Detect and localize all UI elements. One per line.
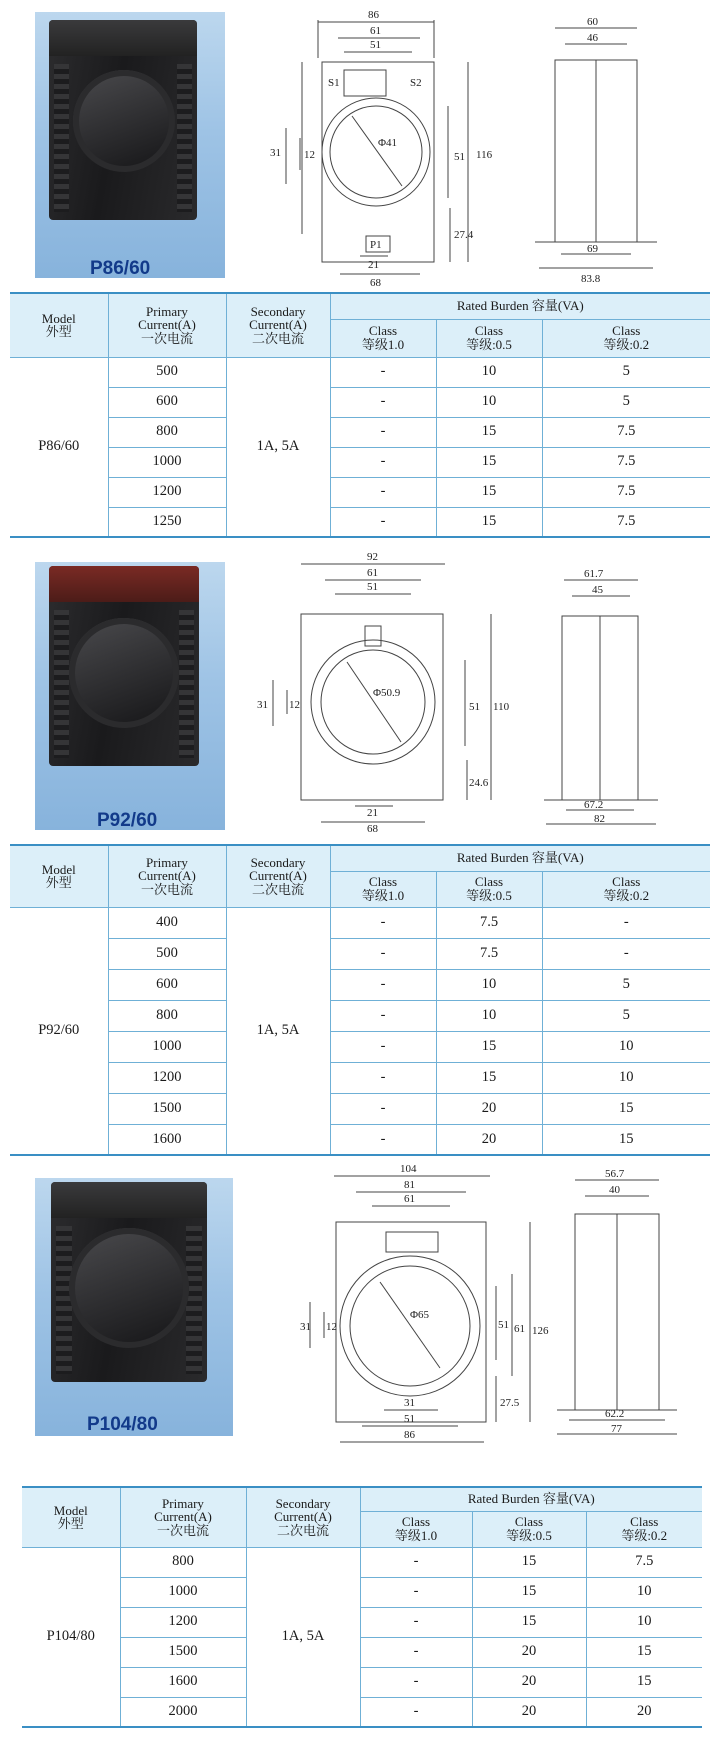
class-0-5-cell: 15 bbox=[436, 477, 542, 507]
class-0-5-cell: 15 bbox=[472, 1577, 586, 1607]
class-0-5-cell: 15 bbox=[436, 447, 542, 477]
front-view-drawing-p86-60 bbox=[270, 8, 520, 290]
class-0-2-cell: 10 bbox=[542, 1031, 710, 1062]
class-0-5-cell: 10 bbox=[436, 387, 542, 417]
table-row bbox=[22, 1607, 702, 1637]
header-class-0-5: Class 等级:0.5 bbox=[436, 871, 542, 907]
model-cell: P104/80 bbox=[22, 1547, 120, 1727]
dim-side-depth: 56.7 bbox=[605, 1168, 625, 1180]
table-row bbox=[10, 1093, 710, 1124]
class-0-2-cell: 10 bbox=[586, 1577, 702, 1607]
primary-cell: 1200 bbox=[120, 1607, 246, 1637]
dim-busbar-31: 31 bbox=[257, 699, 268, 711]
primary-cell: 1500 bbox=[108, 1093, 226, 1124]
class-0-5-cell: 10 bbox=[436, 1000, 542, 1031]
class-0-2-cell: - bbox=[542, 907, 710, 938]
spec-table-p92-60 bbox=[10, 844, 710, 1156]
table-row bbox=[22, 1577, 702, 1607]
secondary-cell: 1A, 5A bbox=[226, 357, 330, 537]
dim-height-61: 61 bbox=[514, 1323, 525, 1335]
dim-base-68: 68 bbox=[370, 277, 381, 289]
header-primary: Primary Current(A) 一次电流 bbox=[108, 845, 226, 907]
dim-height-total: 126 bbox=[532, 1325, 549, 1337]
dim-busbar-31: 31 bbox=[300, 1321, 311, 1333]
header-rated-burden: Rated Burden 容量(VA) bbox=[360, 1487, 702, 1511]
class-0-5-cell: 20 bbox=[436, 1124, 542, 1155]
table-row bbox=[22, 1697, 702, 1727]
class-0-2-cell: 20 bbox=[586, 1697, 702, 1727]
side-view-drawing-p92-60 bbox=[540, 566, 670, 832]
dim-height-window: 51 bbox=[469, 701, 480, 713]
header-secondary: Secondary Current(A) 二次电流 bbox=[246, 1487, 360, 1547]
table-row bbox=[10, 507, 710, 537]
class-0-5-cell: 10 bbox=[436, 969, 542, 1000]
header-secondary: Secondary Current(A) 二次电流 bbox=[226, 293, 330, 357]
class-0-2-cell: 10 bbox=[542, 1062, 710, 1093]
product-photo-p104-80 bbox=[35, 1178, 233, 1436]
dim-side-base: 69 bbox=[587, 243, 598, 255]
class-1-0-cell: - bbox=[330, 1124, 436, 1155]
primary-cell: 2000 bbox=[120, 1697, 246, 1727]
class-0-5-cell: 15 bbox=[436, 507, 542, 537]
table-row bbox=[22, 1547, 702, 1577]
dim-busbar-12: 12 bbox=[289, 699, 300, 711]
side-view-drawing-p86-60 bbox=[525, 14, 665, 286]
dim-side-depth: 60 bbox=[587, 16, 598, 28]
dim-width-inner: 51 bbox=[367, 581, 378, 593]
class-1-0-cell: - bbox=[330, 417, 436, 447]
class-0-2-cell: 5 bbox=[542, 357, 710, 387]
class-1-0-cell: - bbox=[330, 969, 436, 1000]
primary-cell: 400 bbox=[108, 907, 226, 938]
dim-diameter: Φ65 bbox=[410, 1309, 430, 1321]
terminal-mark-s2: S2 bbox=[410, 77, 422, 89]
table-row bbox=[22, 1637, 702, 1667]
primary-cell: 1200 bbox=[108, 477, 226, 507]
model-label: P86/60 bbox=[90, 258, 151, 279]
dim-base-height: 27.5 bbox=[500, 1397, 520, 1409]
class-1-0-cell: - bbox=[330, 1062, 436, 1093]
dim-height-total: 116 bbox=[476, 149, 493, 161]
class-1-0-cell: - bbox=[360, 1577, 472, 1607]
table-row bbox=[10, 357, 710, 387]
current-transformer-image bbox=[49, 566, 199, 766]
dim-base-68: 68 bbox=[367, 823, 378, 835]
model-cell: P92/60 bbox=[10, 907, 108, 1155]
class-0-5-cell: 20 bbox=[472, 1637, 586, 1667]
class-0-2-cell: 7.5 bbox=[542, 447, 710, 477]
table-row bbox=[22, 1667, 702, 1697]
header-class-1-0: Class 等级1.0 bbox=[360, 1511, 472, 1547]
dim-width-outer: 86 bbox=[368, 9, 379, 21]
dim-side-base: 67.2 bbox=[584, 799, 604, 811]
table-row bbox=[10, 1124, 710, 1155]
dim-base-height: 24.6 bbox=[469, 777, 489, 789]
table-row bbox=[10, 417, 710, 447]
header-primary: Primary Current(A) 一次电流 bbox=[108, 293, 226, 357]
dim-side-inner: 46 bbox=[587, 32, 598, 44]
class-1-0-cell: - bbox=[330, 387, 436, 417]
primary-cell: 800 bbox=[120, 1547, 246, 1577]
class-0-2-cell: 7.5 bbox=[542, 417, 710, 447]
table-row bbox=[10, 1000, 710, 1031]
dim-base-31: 31 bbox=[404, 1397, 415, 1409]
primary-cell: 800 bbox=[108, 417, 226, 447]
dim-side-total: 77 bbox=[611, 1423, 622, 1435]
class-0-5-cell: 15 bbox=[436, 1062, 542, 1093]
class-1-0-cell: - bbox=[360, 1607, 472, 1637]
class-0-5-cell: 15 bbox=[436, 1031, 542, 1062]
class-0-5-cell: 7.5 bbox=[436, 938, 542, 969]
header-class-0-2: Class 等级:0.2 bbox=[542, 871, 710, 907]
header-class-0-2: Class 等级:0.2 bbox=[542, 319, 710, 357]
dim-base-21: 21 bbox=[368, 259, 379, 271]
table-row bbox=[10, 969, 710, 1000]
dim-base-height: 27.4 bbox=[454, 229, 474, 241]
class-1-0-cell: - bbox=[330, 1093, 436, 1124]
dim-side-total: 83.8 bbox=[581, 273, 601, 285]
dim-side-depth: 61.7 bbox=[584, 568, 604, 580]
table-row bbox=[10, 907, 710, 938]
dim-side-inner: 40 bbox=[609, 1184, 620, 1196]
class-0-2-cell: 7.5 bbox=[542, 507, 710, 537]
dim-base-86: 86 bbox=[404, 1429, 415, 1441]
class-0-5-cell: 15 bbox=[436, 417, 542, 447]
dim-side-base: 62.2 bbox=[605, 1408, 625, 1420]
header-class-0-5: Class 等级:0.5 bbox=[472, 1511, 586, 1547]
dim-width-outer: 92 bbox=[367, 551, 378, 563]
table-row bbox=[10, 387, 710, 417]
dim-width-mid: 61 bbox=[367, 567, 378, 579]
model-label: P104/80 bbox=[87, 1414, 158, 1435]
product-photo-p86-60 bbox=[35, 12, 225, 278]
class-0-5-cell: 20 bbox=[436, 1093, 542, 1124]
dim-busbar-12: 12 bbox=[304, 149, 315, 161]
dim-busbar-12: 12 bbox=[326, 1321, 337, 1333]
class-0-2-cell: 15 bbox=[586, 1667, 702, 1697]
class-0-2-cell: 7.5 bbox=[542, 477, 710, 507]
class-0-2-cell: 5 bbox=[542, 969, 710, 1000]
header-class-0-5: Class 等级:0.5 bbox=[436, 319, 542, 357]
dim-height-window: 51 bbox=[498, 1319, 509, 1331]
current-transformer-image bbox=[51, 1182, 207, 1382]
primary-cell: 1600 bbox=[108, 1124, 226, 1155]
header-class-1-0: Class 等级1.0 bbox=[330, 871, 436, 907]
class-0-5-cell: 7.5 bbox=[436, 907, 542, 938]
class-1-0-cell: - bbox=[330, 1000, 436, 1031]
class-1-0-cell: - bbox=[330, 357, 436, 387]
class-0-2-cell: 7.5 bbox=[586, 1547, 702, 1577]
front-view-drawing-p92-60 bbox=[255, 550, 510, 836]
dim-width-inner: 51 bbox=[370, 39, 381, 51]
class-0-2-cell: 15 bbox=[542, 1093, 710, 1124]
primary-cell: 500 bbox=[108, 938, 226, 969]
secondary-cell: 1A, 5A bbox=[226, 907, 330, 1155]
class-1-0-cell: - bbox=[360, 1667, 472, 1697]
table-row bbox=[10, 477, 710, 507]
class-0-5-cell: 10 bbox=[436, 357, 542, 387]
class-0-5-cell: 15 bbox=[472, 1607, 586, 1637]
dim-base-21: 21 bbox=[367, 807, 378, 819]
table-row bbox=[10, 447, 710, 477]
dim-width-mid: 61 bbox=[370, 25, 381, 37]
terminal-mark-p1: P1 bbox=[370, 239, 382, 251]
dim-base-51: 51 bbox=[404, 1413, 415, 1425]
class-1-0-cell: - bbox=[360, 1637, 472, 1667]
dim-width-inner: 61 bbox=[404, 1193, 415, 1205]
primary-cell: 600 bbox=[108, 969, 226, 1000]
class-0-5-cell: 20 bbox=[472, 1667, 586, 1697]
model-label: P92/60 bbox=[97, 810, 158, 831]
class-1-0-cell: - bbox=[360, 1697, 472, 1727]
front-view-drawing-p104-80 bbox=[300, 1162, 550, 1448]
class-0-2-cell: - bbox=[542, 938, 710, 969]
header-model: Model 外型 bbox=[22, 1487, 120, 1547]
header-primary: Primary Current(A) 一次电流 bbox=[120, 1487, 246, 1547]
dim-height-window: 51 bbox=[454, 151, 465, 163]
primary-cell: 1200 bbox=[108, 1062, 226, 1093]
dim-busbar-31: 31 bbox=[270, 147, 281, 159]
model-cell: P86/60 bbox=[10, 357, 108, 537]
header-model: Model 外型 bbox=[10, 845, 108, 907]
header-class-1-0: Class 等级1.0 bbox=[330, 319, 436, 357]
side-view-drawing-p104-80 bbox=[555, 1166, 685, 1442]
header-model: Model 外型 bbox=[10, 293, 108, 357]
class-0-5-cell: 20 bbox=[472, 1697, 586, 1727]
class-1-0-cell: - bbox=[360, 1547, 472, 1577]
primary-cell: 1000 bbox=[108, 447, 226, 477]
class-1-0-cell: - bbox=[330, 938, 436, 969]
primary-cell: 1000 bbox=[120, 1577, 246, 1607]
secondary-cell: 1A, 5A bbox=[246, 1547, 360, 1727]
spec-table-p104-80 bbox=[22, 1486, 702, 1728]
primary-cell: 1250 bbox=[108, 507, 226, 537]
primary-cell: 800 bbox=[108, 1000, 226, 1031]
class-0-2-cell: 5 bbox=[542, 1000, 710, 1031]
header-class-0-2: Class 等级:0.2 bbox=[586, 1511, 702, 1547]
current-transformer-image bbox=[49, 20, 197, 220]
dim-side-inner: 45 bbox=[592, 584, 603, 596]
class-1-0-cell: - bbox=[330, 447, 436, 477]
dim-width-outer: 104 bbox=[400, 1163, 417, 1175]
primary-cell: 600 bbox=[108, 387, 226, 417]
dim-diameter: Φ41 bbox=[378, 137, 398, 149]
header-rated-burden: Rated Burden 容量(VA) bbox=[330, 293, 710, 319]
class-0-5-cell: 15 bbox=[472, 1547, 586, 1577]
table-row bbox=[10, 1031, 710, 1062]
header-rated-burden: Rated Burden 容量(VA) bbox=[330, 845, 710, 871]
class-0-2-cell: 5 bbox=[542, 387, 710, 417]
dim-diameter: Φ50.9 bbox=[373, 687, 401, 699]
class-0-2-cell: 15 bbox=[586, 1637, 702, 1667]
header-secondary: Secondary Current(A) 二次电流 bbox=[226, 845, 330, 907]
dim-width-mid: 81 bbox=[404, 1179, 415, 1191]
spec-table-p86-60 bbox=[10, 292, 710, 538]
table-row bbox=[10, 1062, 710, 1093]
dim-side-total: 82 bbox=[594, 813, 605, 825]
primary-cell: 1600 bbox=[120, 1667, 246, 1697]
class-1-0-cell: - bbox=[330, 907, 436, 938]
class-1-0-cell: - bbox=[330, 1031, 436, 1062]
class-0-2-cell: 10 bbox=[586, 1607, 702, 1637]
class-1-0-cell: - bbox=[330, 507, 436, 537]
primary-cell: 1000 bbox=[108, 1031, 226, 1062]
class-1-0-cell: - bbox=[330, 477, 436, 507]
product-photo-p92-60 bbox=[35, 562, 225, 830]
dim-height-total: 110 bbox=[493, 701, 510, 713]
table-row bbox=[10, 938, 710, 969]
primary-cell: 500 bbox=[108, 357, 226, 387]
class-0-2-cell: 15 bbox=[542, 1124, 710, 1155]
primary-cell: 1500 bbox=[120, 1637, 246, 1667]
terminal-mark-s1: S1 bbox=[328, 77, 340, 89]
